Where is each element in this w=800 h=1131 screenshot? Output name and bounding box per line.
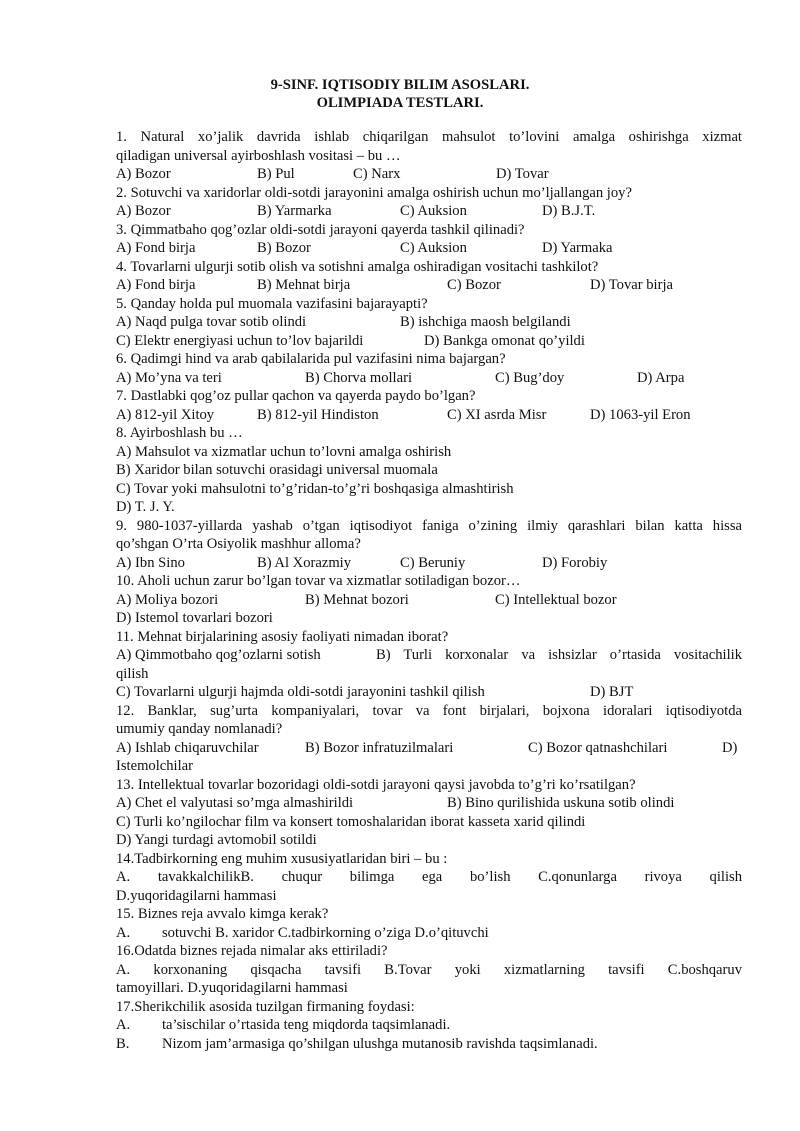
question-7-text: 7. Dastlabki qog’oz pullar qachon va qayerda paydo bo’lgan? [116, 388, 476, 404]
option-a: A) Mahsulot va xizmatlar uchun to’lovni amalga oshirish [116, 443, 452, 460]
option-b: B) Yarmarka [257, 203, 332, 219]
option-b: B) Xaridor bilan sotuvchi orasidagi universal muomala [116, 462, 438, 478]
option-b: Nizom jam’armasiga qo’shilgan ulushga mutanosib ravishda taqsimlanadi. [162, 1035, 598, 1052]
option-b-cont: qilish [116, 665, 149, 682]
option-a: A) Ibn Sino [116, 554, 185, 571]
option-c: C) Auksion [400, 240, 467, 256]
question-7-options [116, 406, 742, 425]
option-b: B) Al Xorazmiy [257, 554, 352, 571]
option-b: B) Bino qurilishida uskuna sotib olindi [447, 795, 675, 811]
option-c: C) Intellektual bozor [495, 591, 617, 608]
option-a: ta’sischilar o’rtasida teng miqdorda taqsimlanadi. [162, 1017, 451, 1033]
question-9-text-cont: qo’shgan O’rta Osiyolik mashhur alloma? [116, 536, 361, 552]
question-5-options-row2 [116, 332, 742, 351]
option-b-label: B. [116, 1035, 130, 1052]
option-d: D) T. J. Y. [116, 499, 175, 515]
option-d: D) 1063-yil Eron [590, 406, 691, 423]
option-c: C) Auksion [400, 203, 467, 219]
question-10-text: 10. Aholi uchun zarur bo’lgan tovar va xizmatlar sotiladigan bozor… [116, 573, 521, 589]
option-b: B) Bozor [257, 240, 311, 256]
option-b: B) Mehnat birja [257, 277, 351, 293]
question-11-options-row2 [116, 683, 742, 702]
option-c: C) XI asrda Misr [447, 406, 547, 423]
question-3-text: 3. Qimmatbaho qog’ozlar oldi-sotdi jarayoni qayerda tashkil qilinadi? [116, 221, 525, 238]
option-d: D) Bankga omonat qo’yildi [424, 332, 585, 349]
option-d: D) BJT [590, 684, 634, 700]
questions-list [116, 128, 742, 1053]
option-c: C) Bug’doy [495, 369, 565, 386]
question-2-options [116, 202, 742, 221]
option-d: Istemolchilar [116, 758, 193, 774]
question-2-text: 2. Sotuvchi va xaridorlar oldi-sotdi jarayonini amalga oshirish uchun mo’ljallangan joy? [116, 184, 632, 201]
option-d-label: D) [722, 739, 738, 756]
option-c: C) Turli ko’ngilochar film va konsert tomoshalaridan iborat kasseta xarid qilindi [116, 813, 586, 830]
option-d: D) Arpa [637, 369, 685, 386]
question-4-options [116, 276, 742, 295]
option-d: D) Istemol tovarlari bozori [116, 610, 273, 626]
option-a: A) Qimmotbaho qog’ozlarni sotish [116, 647, 321, 663]
option-d: D) B.J.T. [542, 203, 596, 219]
option-c: C) Tovar yoki mahsulotni to’g’ridan-to’g’ri boshqasiga almashtirish [116, 480, 514, 497]
question-10-options [116, 591, 742, 610]
option-a: A) Moliya bozori [116, 591, 219, 608]
question-14-options-cont: D.yuqoridagilarni hammasi [116, 887, 277, 904]
question-9-options [116, 554, 742, 573]
option-a: A) Bozor [116, 203, 171, 219]
question-14-text: 14.Tadbirkorning eng muhim xususiyatlaridan biri – bu : [116, 850, 448, 867]
document-title: 9-SINF. IQTISODIY BILIM ASOSLARI. [270, 77, 530, 93]
option-a-label: A. [116, 1017, 131, 1033]
question-1-text-cont: qiladigan universal ayirboshlash vositasi – bu … [116, 147, 401, 164]
question-14-options: A. tavakkalchilikB. chuqur bilimga ega bo’lish C.qonunlarga rivoya qilish [116, 869, 742, 885]
question-13-options-row1 [116, 794, 742, 813]
option-b: B) ishchiga maosh belgilandi [400, 314, 571, 330]
option-c: C) Tovarlarni ulgurji hajmda oldi-sotdi jarayonini tashkil qilish [116, 684, 485, 700]
question-15-options [116, 924, 742, 943]
question-1-text: 1. Natural xo’jalik davrida ishlab chiqarilgan mahsulot to’lovini amalga oshirishga xizmat [116, 129, 742, 145]
option-c: C) Elektr energiyasi uchun to’lov bajarildi [116, 332, 364, 349]
option-a: A) Chet el valyutasi so’mga almashirildi [116, 795, 354, 811]
question-5-text: 5. Qanday holda pul muomala vazifasini bajarayapti? [116, 295, 428, 312]
option-a: A) Bozor [116, 166, 171, 182]
question-16-options: A. korxonaning qisqacha tavsifi B.Tovar yoki xizmatlarning tavsifi C.boshqaruv [116, 961, 742, 978]
option-c: C) Bozor [447, 277, 501, 293]
option-a: A) Naqd pulga tovar sotib olindi [116, 314, 307, 330]
question-13-text: 13. Intellektual tovarlar bozoridagi oldi-sotdi jarayoni qaysi javobda to’g’ri ko’rsatilgan? [116, 776, 636, 793]
option-c: C) Narx [353, 166, 401, 182]
option-b: B) Chorva mollari [305, 369, 413, 386]
option-a: A) 812-yil Xitoy [116, 406, 215, 423]
question-9-text: 9. 980-1037-yillarda yashab o’tgan iqtisodiyot faniga o’zining ilmiy qarashlari bilan katta hissa [116, 517, 742, 534]
question-6-text: 6. Qadimgi hind va arab qabilalarida pul vazifasini nima bajargan? [116, 351, 506, 367]
question-12-text-cont: umumiy qanday nomlanadi? [116, 721, 283, 737]
option-a: A) Fond birja [116, 240, 196, 256]
question-8-text: 8. Ayirboshlash bu … [116, 425, 243, 441]
option-a: A) Fond birja [116, 277, 196, 293]
option-b: B) Pul [257, 166, 295, 182]
question-17-option-b [116, 1035, 742, 1054]
option-d: D) Tovar birja [590, 277, 674, 293]
option-a: A) Mo’yna va teri [116, 369, 222, 386]
question-6-options [116, 369, 742, 388]
question-17-option-a [116, 1016, 742, 1035]
question-11-text: 11. Mehnat birjalarining asosiy faoliyati nimadan iborat? [116, 628, 449, 645]
option-b: B) Turli korxonalar va ishsizlar o’rtasida vositachilik [376, 647, 742, 663]
question-12-options [116, 739, 742, 758]
question-16-text: 16.Odatda biznes rejada nimalar aks ettiriladi? [116, 943, 388, 959]
option-a-label: A. [116, 924, 131, 941]
question-15-text: 15. Biznes reja avvalo kimga kerak? [116, 906, 329, 922]
question-16-options-cont: tamoyillari. D.yuqoridagilarni hammasi [116, 980, 348, 996]
option-d: D) Yarmaka [542, 240, 613, 256]
option-b: B) 812-yil Hindiston [257, 406, 379, 423]
option-a: A) Ishlab chiqaruvchilar [116, 739, 259, 756]
question-1-options [116, 165, 742, 184]
document-subtitle: OLIMPIADA TESTLARI. [316, 95, 484, 111]
options-text: sotuvchi B. xaridor C.tadbirkorning o’ziga D.o’qituvchi [162, 924, 489, 941]
option-d: D) Tovar [496, 166, 549, 182]
question-11-options-row1 [116, 646, 742, 665]
question-3-options [116, 239, 742, 258]
option-d: D) Yangi turdagi avtomobil sotildi [116, 832, 317, 848]
question-17-text: 17.Sherikchilik asosida tuzilgan firmaning foydasi: [116, 998, 415, 1015]
option-d: D) Forobiy [542, 554, 608, 571]
question-5-options-row1 [116, 313, 742, 332]
option-b: B) Mehnat bozori [305, 591, 409, 608]
question-4-text: 4. Tovarlarni ulgurji sotib olish va sotishni amalga oshiradigan vositachi tashkilot? [116, 258, 599, 275]
option-b: B) Bozor infratuzilmalari [305, 739, 454, 756]
question-12-text: 12. Banklar, sug’urta kompaniyalari, tovar va font birjalari, bojxona idoralari iqtisodiyotda [116, 702, 742, 719]
option-c: C) Beruniy [400, 554, 466, 571]
option-c: C) Bozor qatnashchilari [528, 739, 668, 756]
